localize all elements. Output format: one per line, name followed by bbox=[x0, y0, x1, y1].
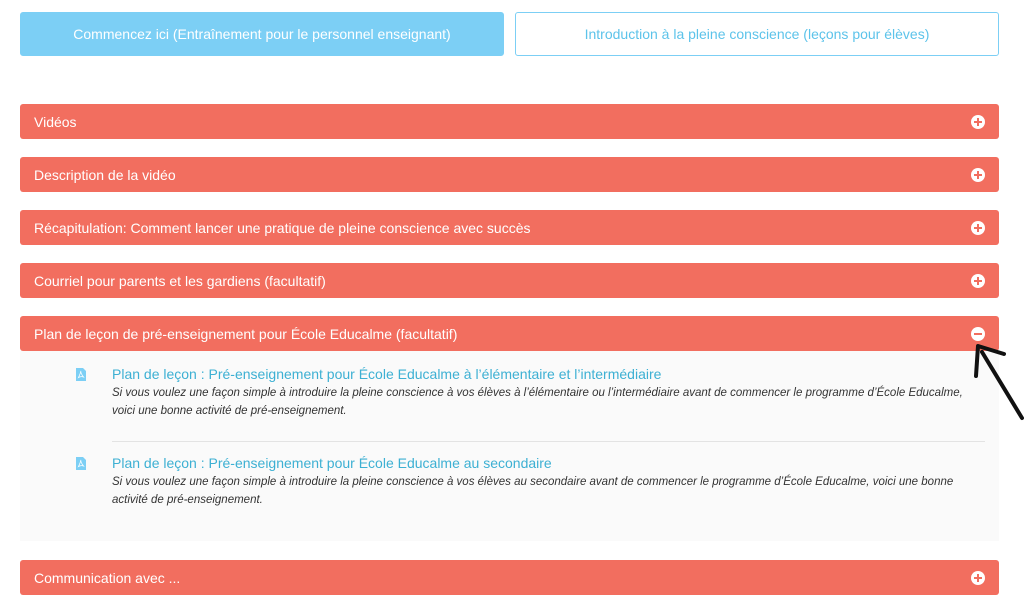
pdf-file-icon bbox=[76, 368, 86, 381]
plus-circle-icon[interactable] bbox=[971, 221, 985, 235]
accordion-parent-email[interactable] bbox=[20, 263, 999, 298]
curved-arrow-icon bbox=[968, 332, 1024, 424]
accordion-lesson-plan[interactable] bbox=[20, 316, 999, 351]
accordion-video-description[interactable] bbox=[20, 157, 999, 192]
tab-student-lessons[interactable] bbox=[515, 12, 999, 56]
tab-bar bbox=[20, 12, 999, 56]
pdf-file-icon bbox=[76, 457, 86, 470]
accordion-label: Vidéos bbox=[34, 113, 77, 130]
accordion-label: Courriel pour parents et les gardiens (facultatif) bbox=[34, 272, 326, 289]
accordion-panel-lesson-plan bbox=[20, 351, 999, 541]
lesson-plan-description: Si vous voulez une façon simple à introduire la pleine conscience à vos élèves à l’élémentaire ou l’intermédiaire avant de commencer le programme d’École Educalme, voici une bonne activité de pré-enseignement. bbox=[112, 387, 963, 417]
plus-circle-icon[interactable] bbox=[971, 168, 985, 182]
accordion-label: Description de la vidéo bbox=[34, 166, 176, 183]
accordion-videos[interactable] bbox=[20, 104, 999, 139]
tab-label: Commencez ici (Entraînement pour le personnel enseignant) bbox=[73, 26, 451, 42]
accordion-recap[interactable] bbox=[20, 210, 999, 245]
lesson-plan-description: Si vous voulez une façon simple à introduire la pleine conscience à vos élèves au secondaire avant de commencer le programme d’École Educalme, voici une bonne activité de pré-enseignement. bbox=[112, 476, 954, 506]
accordion-label: Plan de leçon de pré-enseignement pour École Educalme (facultatif) bbox=[34, 325, 458, 342]
accordion-label: Communication avec ... bbox=[34, 569, 181, 586]
plus-circle-icon[interactable] bbox=[971, 274, 985, 288]
accordion-communication[interactable] bbox=[20, 560, 999, 595]
tab-label: Introduction à la pleine conscience (leçons pour élèves) bbox=[584, 26, 930, 42]
lesson-plan-link[interactable]: Plan de leçon : Pré-enseignement pour École Educalme au secondaire bbox=[112, 455, 552, 471]
lesson-plan-link[interactable]: Plan de leçon : Pré-enseignement pour École Educalme à l’élémentaire et l’intermédiaire bbox=[112, 366, 662, 382]
divider bbox=[112, 441, 985, 442]
accordion-label: Récapitulation: Comment lancer une pratique de pleine conscience avec succès bbox=[34, 219, 531, 236]
tab-teacher-training[interactable] bbox=[20, 12, 504, 56]
plus-circle-icon[interactable] bbox=[971, 115, 985, 129]
plus-circle-icon[interactable] bbox=[971, 571, 985, 585]
